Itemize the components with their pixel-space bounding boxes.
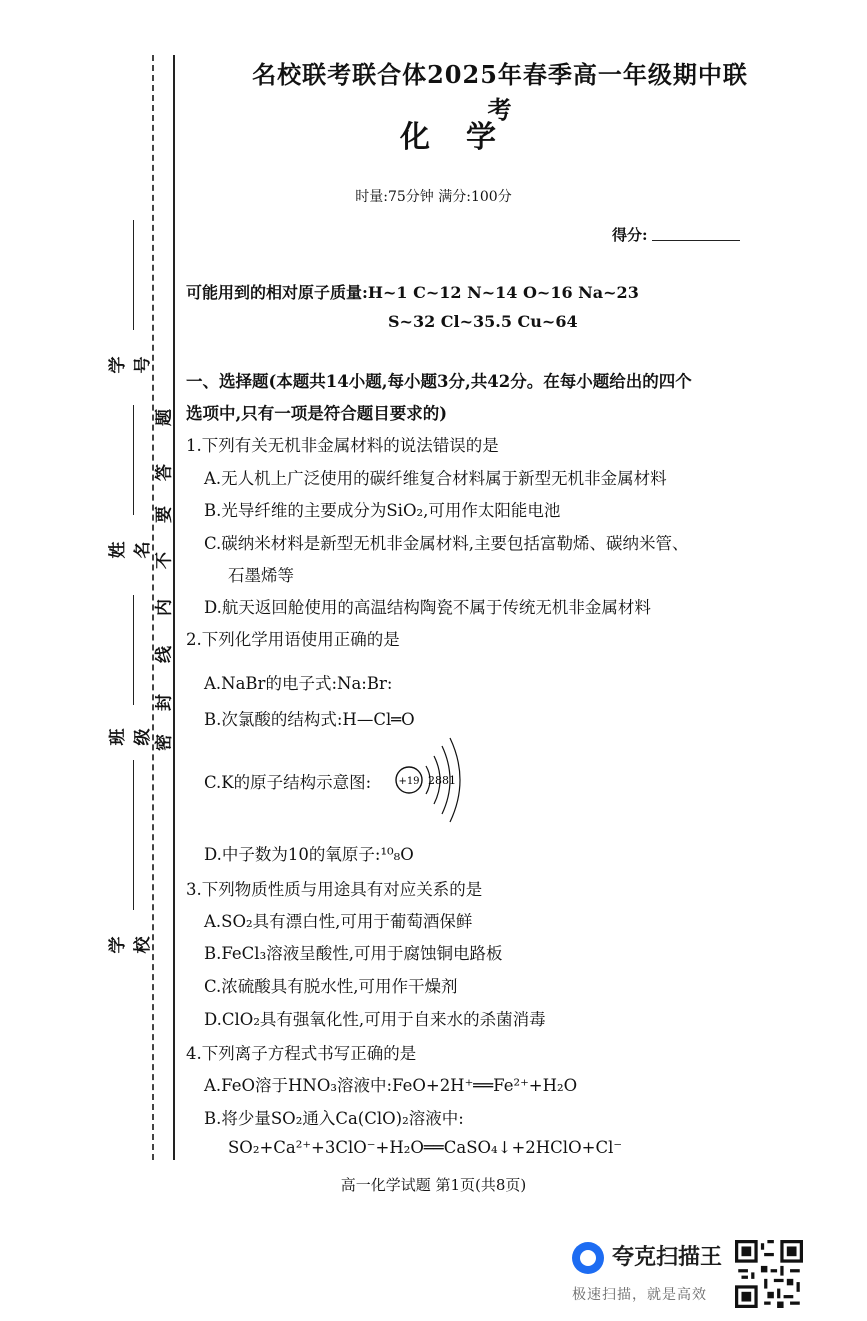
option-c: C.碳纳米材料是新型无机非金属材料,主要包括富勒烯、碳纳米管、 xyxy=(204,534,689,553)
option-b: B.次氯酸的结构式:H—Cl═O xyxy=(204,710,415,729)
subject-title: 化学 xyxy=(400,120,532,155)
option-a: A.SO₂具有漂白性,可用于葡萄酒保鲜 xyxy=(204,912,473,931)
field-label-school: 学校 xyxy=(108,936,153,954)
option-d: D.航天返回舱使用的高温结构陶瓷不属于传统无机非金属材料 xyxy=(204,598,651,617)
score-label: 得分: xyxy=(612,226,648,244)
seal-char: 封 xyxy=(154,694,175,711)
field-line xyxy=(133,405,134,515)
seal-char: 答 xyxy=(154,464,175,481)
field-line xyxy=(133,760,134,910)
field-label-name: 姓名 xyxy=(108,541,153,559)
qr-code-icon xyxy=(735,1240,803,1308)
seal-char: 不 xyxy=(154,552,175,569)
brand-name: 夸克扫描王 xyxy=(612,1245,723,1270)
option-a: A.NaBr的电子式:Na:Br: xyxy=(204,674,393,693)
nucleus-charge: +19 xyxy=(398,776,420,787)
field-line xyxy=(133,220,134,330)
field-label-student-id: 学号 xyxy=(108,356,153,374)
shell-electrons: 2881 xyxy=(428,774,456,787)
seal-char: 要 xyxy=(154,506,175,523)
seal-char: 题 xyxy=(154,409,175,426)
atomic-masses-line1: 可能用到的相对原子质量:H~1 C~12 N~14 O~16 Na~23 xyxy=(186,283,639,302)
seal-char: 线 xyxy=(154,646,175,663)
atomic-masses-line2: S~32 Cl~35.5 Cu~64 xyxy=(388,312,578,331)
question-stem: 2.下列化学用语使用正确的是 xyxy=(186,630,400,649)
question-stem: 1.下列有关无机非金属材料的说法错误的是 xyxy=(186,436,499,455)
score-blank xyxy=(652,240,740,241)
field-line xyxy=(133,595,134,705)
section-header: 选项中,只有一项是符合题目要求的) xyxy=(186,404,448,423)
seal-char: 内 xyxy=(154,599,175,616)
field-label-class: 班级 xyxy=(108,728,153,746)
option-b: B.FeCl₃溶液呈酸性,可用于腐蚀铜电路板 xyxy=(204,944,503,963)
exam-timing: 时量:75分钟 满分:100分 xyxy=(355,189,512,205)
brand-slogan: 极速扫描，就是高效 xyxy=(572,1287,707,1303)
page-footer: 高一化学试题 第1页(共8页) xyxy=(340,1176,527,1194)
exam-title: 名校联考联合体2025年春季高一年级期中联考 xyxy=(252,60,748,124)
equation: SO₂+Ca²⁺+3ClO⁻+H₂O══CaSO₄↓+2HClO+Cl⁻ xyxy=(228,1138,623,1157)
option-a: A.无人机上广泛使用的碳纤维复合材料属于新型无机非金属材料 xyxy=(204,469,667,488)
quark-logo-icon xyxy=(572,1242,604,1274)
option-c: C.K的原子结构示意图: xyxy=(204,773,372,792)
option-d: D.中子数为10的氧原子:¹⁰₈O xyxy=(204,845,414,864)
question-stem: 3.下列物质性质与用途具有对应关系的是 xyxy=(186,880,483,899)
option-c-cont: 石墨烯等 xyxy=(228,566,294,585)
option-b: B.将少量SO₂通入Ca(ClO)₂溶液中: xyxy=(204,1109,464,1128)
option-d: D.ClO₂具有强氧化性,可用于自来水的杀菌消毒 xyxy=(204,1010,546,1029)
question-stem: 4.下列离子方程式书写正确的是 xyxy=(186,1044,417,1063)
section-header: 一、选择题(本题共14小题,每小题3分,共42分。在每小题给出的四个 xyxy=(186,372,692,391)
option-c: C.浓硫酸具有脱水性,可用作干燥剂 xyxy=(204,977,458,996)
seal-char: 密 xyxy=(154,734,175,751)
atom-structure-diagram xyxy=(392,736,482,826)
option-b: B.光导纤维的主要成分为SiO₂,可用作太阳能电池 xyxy=(204,501,561,520)
option-a: A.FeO溶于HNO₃溶液中:FeO+2H⁺══Fe²⁺+H₂O xyxy=(204,1076,578,1095)
